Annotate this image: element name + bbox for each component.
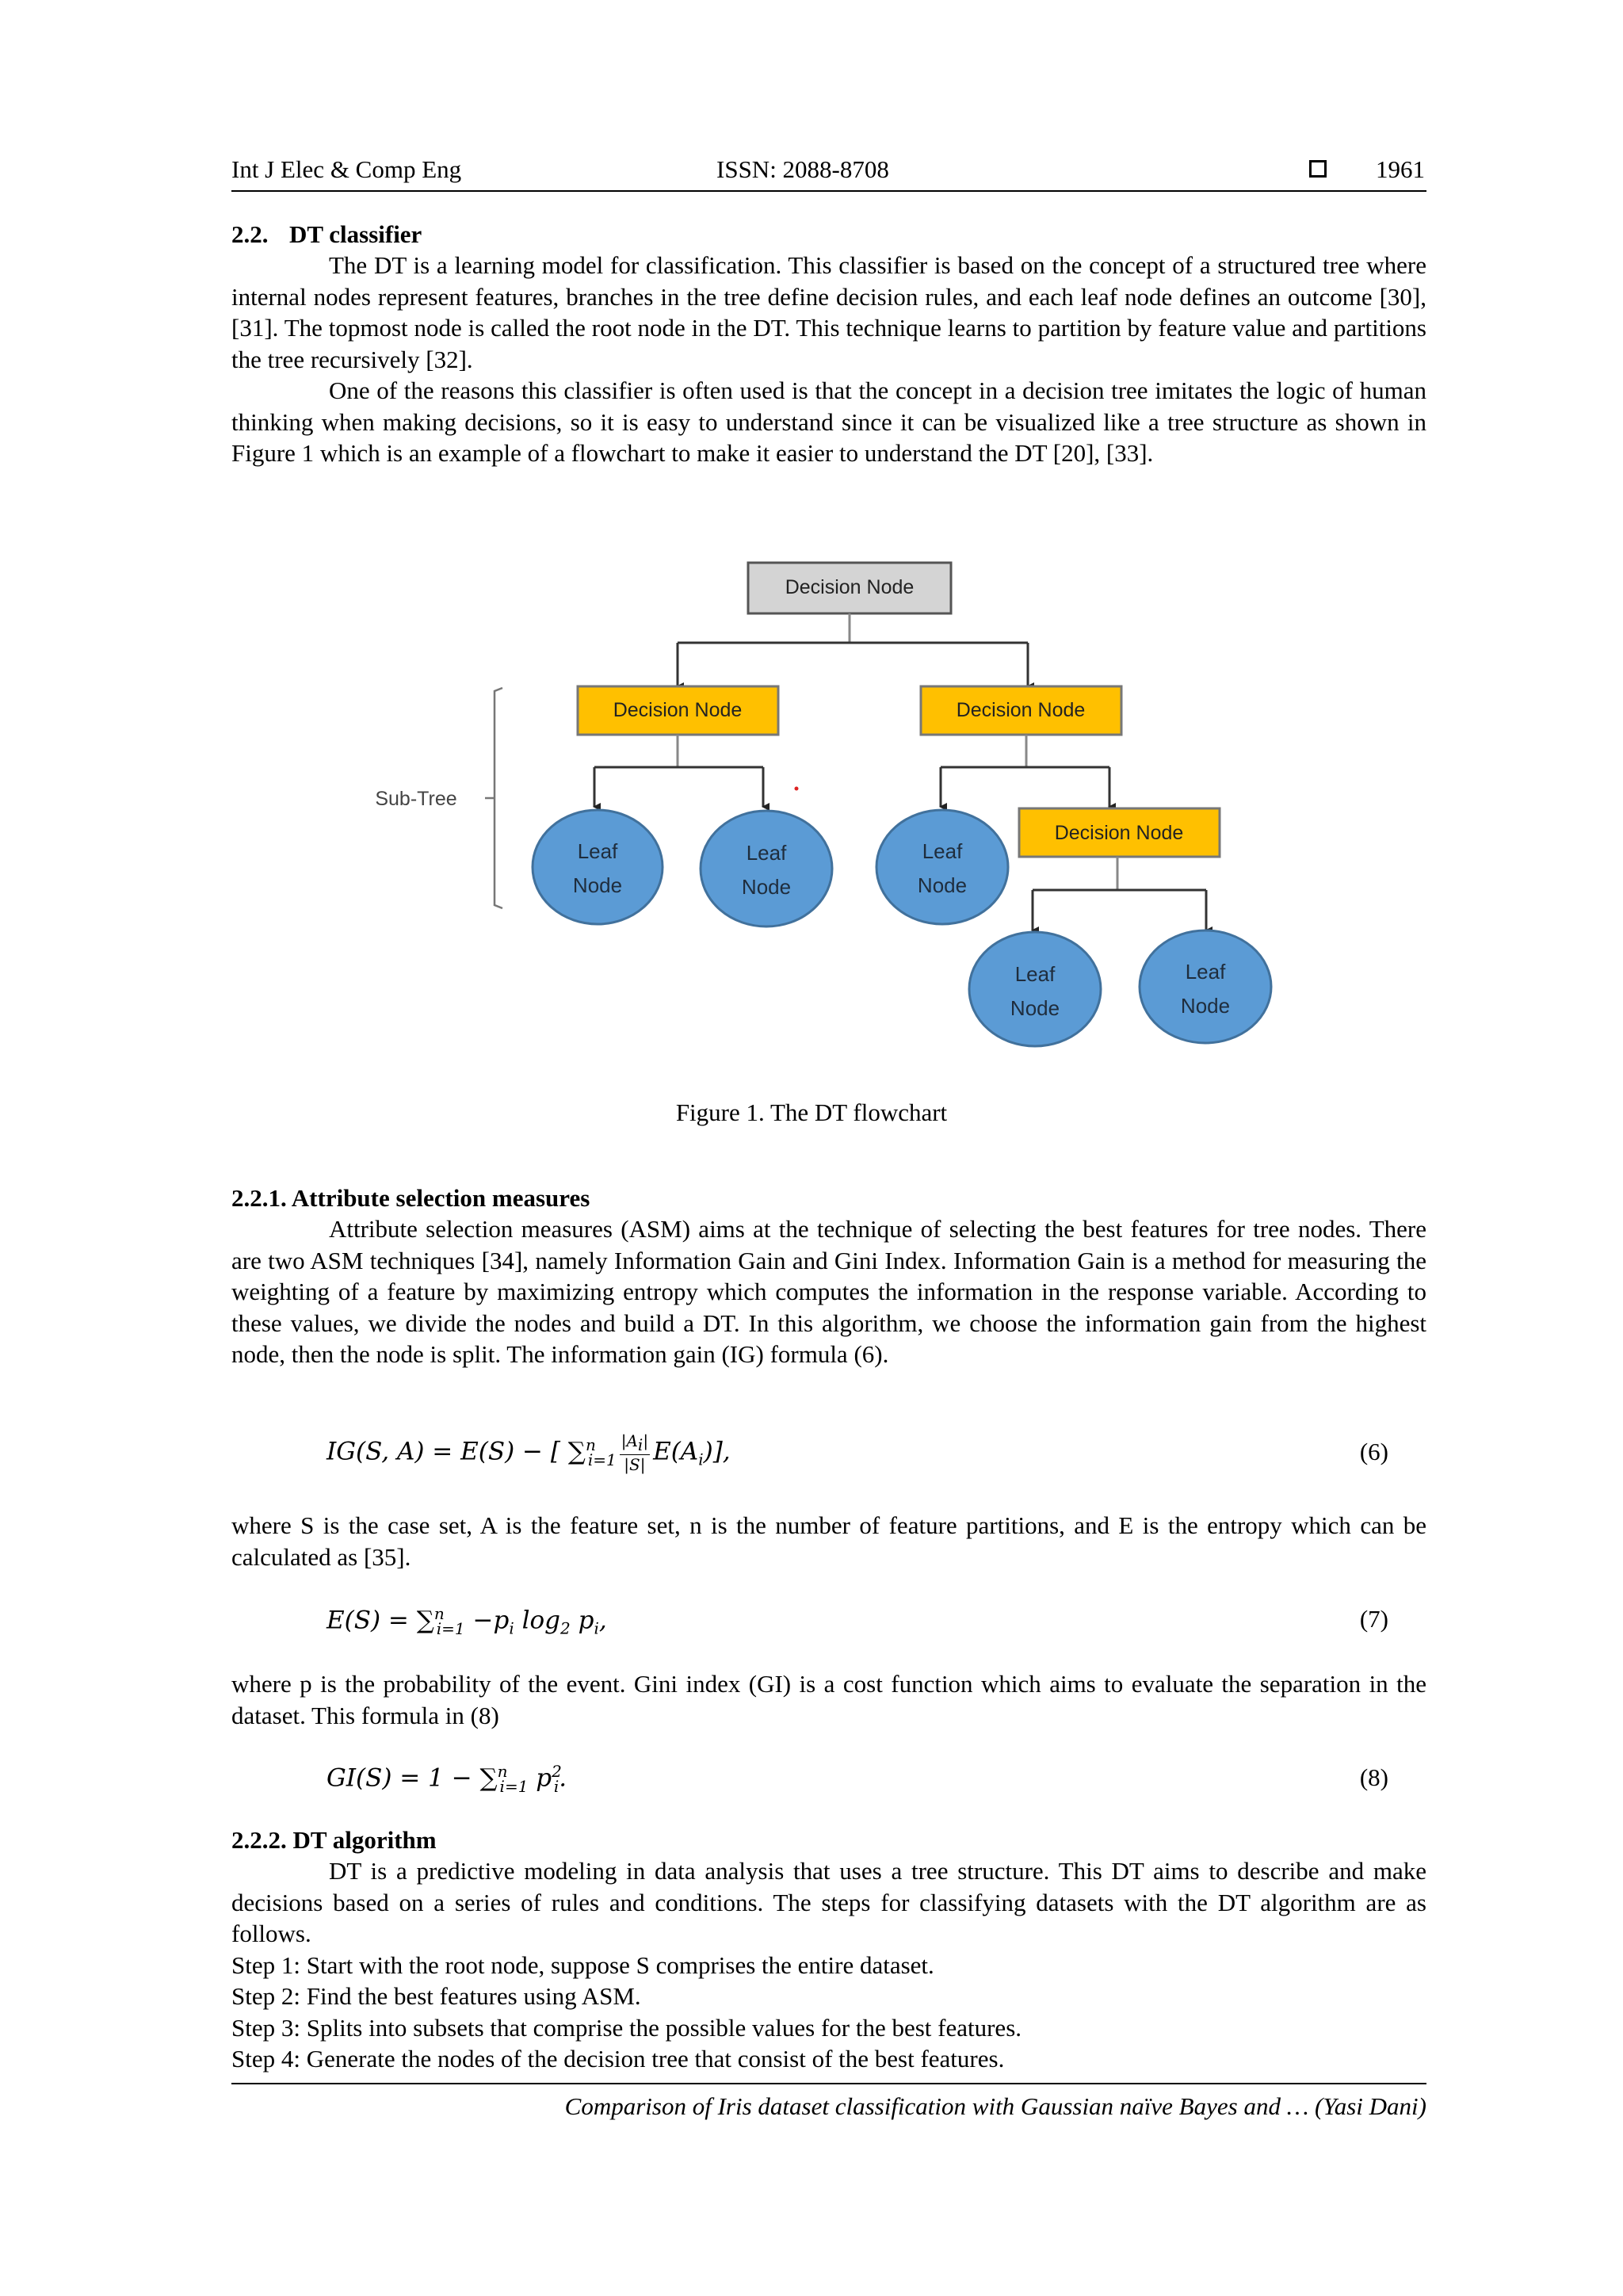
decision-node-label: Decision Node xyxy=(613,699,743,721)
section-title: DT classifier xyxy=(289,220,422,248)
paragraph: DT is a predictive modeling in data analysis that uses a tree structure. This DT aims to describe and make decisions based on a series of rules and conditions. The steps for classifying datasets with the DT algorithm are as follows. xyxy=(231,1857,1426,1947)
svg-text:Leaf: Leaf xyxy=(746,841,787,865)
figure-caption: Figure 1. The DT flowchart xyxy=(675,1098,948,1126)
paragraph: The DT is a learning model for classification. This classifier is based on the concept of a structured tree where internal nodes represent features, branches in the tree define decision rules, and each leaf node defines an outcome [30], [31]. The topmost node is called the root node in the DT. This technique learns to partition by feature value and partitions the tree recursively [32]. xyxy=(231,251,1426,373)
equation-number-7: (7) xyxy=(1359,1605,1388,1633)
svg-text:Leaf: Leaf xyxy=(577,839,618,863)
subtree-bracket xyxy=(495,688,502,908)
section-2-2-1-body xyxy=(231,1213,1426,1370)
leaf-node xyxy=(876,810,1008,924)
svg-text:Leaf: Leaf xyxy=(922,839,963,863)
stray-dot xyxy=(795,787,799,791)
step-item: Step 3: Splits into subsets that comprise the possible values for the best features. xyxy=(231,2013,1022,2042)
root-node-label: Decision Node xyxy=(785,576,915,598)
decision-node-label: Decision Node xyxy=(1054,822,1184,844)
step-item: Step 2: Find the best features using ASM. xyxy=(231,1982,641,2010)
equation-number-6: (6) xyxy=(1359,1438,1388,1465)
right-subtree-connectors xyxy=(941,735,1109,807)
step-item: Step 1: Start with the root node, suppose S comprises the entire dataset. xyxy=(231,1950,934,1979)
lower-subtree-connectors xyxy=(1033,857,1206,930)
page-number: 1961 xyxy=(1376,155,1425,183)
section-heading-2-2-1: 2.2.1. Attribute selection measures xyxy=(231,1184,590,1212)
section-number: 2.2. xyxy=(231,220,269,248)
equation-number-8: (8) xyxy=(1359,1763,1388,1791)
leaf-node xyxy=(701,811,832,926)
dt-flowchart-figure xyxy=(0,0,1623,1094)
section-2-2-2-body xyxy=(231,1855,1426,2075)
svg-text:Node: Node xyxy=(1010,996,1060,1020)
paragraph: One of the reasons this classifier is often used is that the concept in a decision tree imitates the logic of human thinking when making decisions, so it is easy to understand since it can be visualized like a tree structure as shown in Figure 1 which is an example of a flowchart to make it easier to understand the DT [20], [33]. xyxy=(231,376,1426,467)
svg-text:Node: Node xyxy=(741,875,792,899)
footer-rule xyxy=(231,2083,1426,2084)
leaf-node xyxy=(1140,930,1271,1043)
svg-text:Node: Node xyxy=(572,873,623,897)
step-item: Step 4: Generate the nodes of the decision tree that consist of the best features. xyxy=(231,2045,1005,2073)
journal-name: Int J Elec & Comp Eng xyxy=(231,155,462,183)
subtree-label: Sub-Tree xyxy=(375,788,457,810)
equation-6: IG(S, A) = E(S) − [ ∑$^n_{i=1}$ $\frac{|A_i|}{|S|}$ $E(A_i)$], xyxy=(327,1431,731,1474)
paragraph: Attribute selection measures (ASM) aims at the technique of selecting the best features for tree nodes. There are two ASM techniques [34], namely Information Gain and Gini Index. Information Gain is a method for measuring the weighting of a feature by maximizing entropy which computes the information in the response variable. According to these values, we divide the nodes and build a DT. In this algorithm, we choose the information gain from the highest node, then the node is split. The information gain (IG) formula (6). xyxy=(231,1215,1426,1368)
leaf-node xyxy=(533,810,663,924)
issn: ISSN: 2088-8708 xyxy=(716,155,889,183)
running-footer: Comparison of Iris dataset classification with Gaussian naïve Bayes and … (Yasi Dani) xyxy=(564,2092,1426,2120)
svg-text:Node: Node xyxy=(917,873,968,897)
equation-7: $E(S) = \sum^n_{i=1} -p_i$ $\log_2 p_i$, xyxy=(327,1604,607,1638)
svg-text:Leaf: Leaf xyxy=(1014,962,1056,986)
paragraph-after-eq6: where S is the case set, A is the feature set, n is the number of feature partitions, and E is the entropy which can be calculated as [35]. xyxy=(231,1511,1426,1571)
svg-text:Node: Node xyxy=(1180,994,1231,1018)
leaf-node xyxy=(969,932,1101,1046)
svg-text:Leaf: Leaf xyxy=(1185,960,1226,984)
decision-node-label: Decision Node xyxy=(956,699,1086,721)
paragraph-after-eq7: where p is the probability of the event. Gini index (GI) is a cost function which aims to evaluate the separation in the dataset. This formula in (8) xyxy=(231,1670,1426,1729)
left-subtree-connectors xyxy=(594,735,763,807)
root-connectors xyxy=(678,613,1028,686)
equation-8: GI(S) = 1 − ∑$^n_{i=1}$ $p^2_i$. xyxy=(327,1762,567,1796)
section-heading-2-2-2: 2.2.2. DT algorithm xyxy=(231,1826,437,1854)
